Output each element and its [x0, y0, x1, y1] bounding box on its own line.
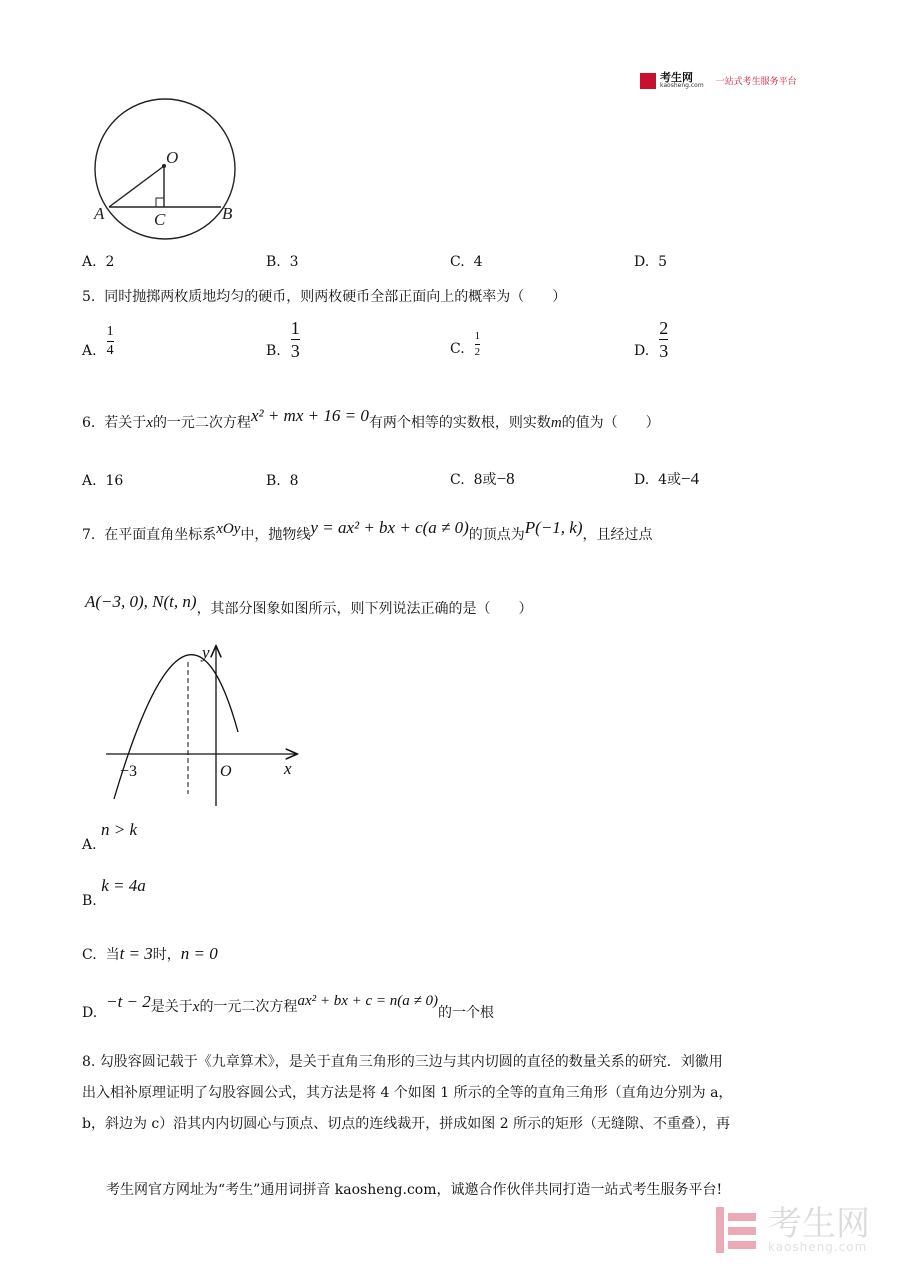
right-angle-mark — [156, 198, 164, 207]
label-origin: O — [220, 763, 232, 780]
q5-option-d: D. $\frac{2}{3}$ — [634, 317, 669, 361]
q7-option-a: A. n > k — [82, 820, 138, 853]
q8-line1: 8. 勾股容圆记载于《九章算术》，是关于直角三角形的三边与其内切圆的直径的数量关系的研究．刘徽用 — [82, 1054, 723, 1070]
logo-en: kaosheng.com — [660, 82, 704, 89]
watermark-cn: 考生网 — [768, 1204, 870, 1244]
q8-line2: 出入相补原理证明了勾股容圆公式，其方法是将 4 个如图 1 所示的全等的直角三角形（直角边分别为 a， — [82, 1085, 733, 1101]
q6-option-a: A. 16 — [82, 473, 124, 489]
q5-option-b: B. $\frac{1}{3}$ — [266, 317, 300, 361]
q4-option-d: D. 5 — [634, 254, 668, 270]
label-neg3: −3 — [120, 763, 138, 780]
logo-cn: 考生网 — [660, 71, 693, 84]
q4-option-c: C. 4 — [450, 254, 483, 270]
q5-stem: 5. 同时抛掷两枚质地均匀的硬币，则两枚硬币全部正面向上的概率为（ ） — [82, 289, 567, 305]
q7-parabola-graph — [104, 642, 304, 810]
q5-option-a: A. $\frac{1}{4}$ — [82, 323, 114, 359]
logo-mark-icon — [640, 73, 656, 89]
q6-option-d: D. 4或−4 — [634, 469, 700, 488]
label-o: O — [166, 148, 179, 167]
q8-paragraph — [82, 1047, 812, 1140]
header-logo — [640, 72, 797, 89]
q7-option-d: D. −t − 2是关于x的一元二次方程ax² + bx + c = n(a ≠ 0)的一个根 — [82, 992, 494, 1021]
header-slogan: 一站式考生服务平台 — [715, 77, 797, 87]
q5-option-c: C. $\frac{1}{2}$ — [450, 329, 481, 358]
q7-option-b: B. k = 4a — [82, 876, 146, 909]
q8-line3: b，斜边为 c）沿其内内切圆心与顶点、切点的连线裁开，拼成如图 2 所示的矩形（无缝隙、不重叠），再 — [82, 1116, 731, 1132]
q4-option-a: A. 2 — [82, 254, 115, 270]
q6-option-c: C. 8或−8 — [450, 469, 515, 488]
label-a: A — [94, 204, 105, 223]
label-x: x — [284, 759, 292, 778]
watermark-en: kaosheng.com — [768, 1240, 868, 1254]
q7-stem-line1: 7. 在平面直角坐标系xOy中，抛物线y = ax² + bx + c(a ≠ 0)的顶点为P(−1, k)，且经过点 — [82, 518, 653, 543]
label-c: C — [154, 210, 166, 229]
q7-option-c: C. 当t = 3时，n = 0 — [82, 944, 218, 963]
q4-circle-figure — [88, 95, 248, 240]
q7-stem-line2: A(−3, 0), N(t, n)，其部分图象如图所示，则下列说法正确的是（ ） — [85, 592, 533, 617]
q4-option-b: B. 3 — [266, 254, 299, 270]
footer-watermark — [714, 1205, 870, 1255]
q6-option-b: B. 8 — [266, 473, 299, 489]
label-y: y — [202, 643, 210, 662]
label-b: B — [222, 204, 233, 223]
footer-text: 考生网官方网址为“考生”通用词拼音 kaosheng.com，诚邀合作伙伴共同打造一站式考生服务平台! — [106, 1182, 723, 1198]
watermark-logo-icon — [714, 1205, 760, 1255]
q6-stem: 6. 若关于x的一元二次方程x² + mx + 16 = 0有两个相等的实数根，则实数m的值为（ ） — [82, 406, 660, 431]
